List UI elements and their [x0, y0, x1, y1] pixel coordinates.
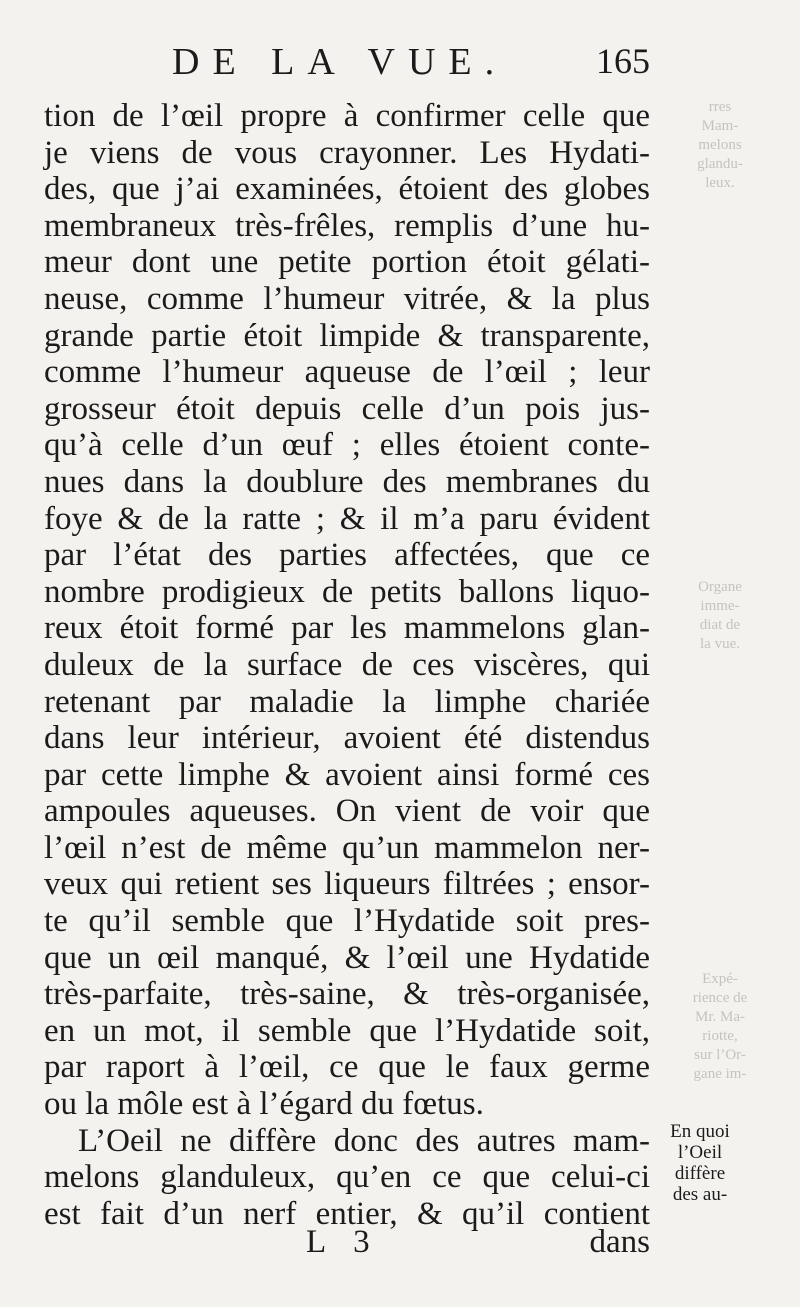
text-line: melons glanduleux, qu’en ce que celui-ci [44, 1159, 650, 1196]
text-line: grande partie étoit limpide & transparente, [44, 317, 650, 354]
text-line: nombre prodigieux de petits ballons liquo- [44, 573, 650, 610]
text-line: ampoules aqueuses. On vient de voir que [44, 793, 650, 830]
text-line: je viens de vous crayonner. Les Hydati- [44, 134, 650, 171]
text-line: neuse, comme l’humeur vitrée, & la plus [44, 280, 650, 317]
margin-note [652, 1121, 748, 1205]
text-line: veux qui retient ses liqueurs filtrées ; ensor- [44, 866, 650, 903]
page-footer [44, 1224, 650, 1270]
page-header [44, 36, 650, 86]
text-line: que un œil manqué, & l’œil une Hydatide [44, 939, 650, 976]
text-line: L’Oeil ne diffère donc des autres mam- [78, 1122, 650, 1159]
text-line: te qu’il semble que l’Hydatide soit pres- [44, 903, 650, 940]
margin-note-line: diffère [674, 1163, 726, 1184]
text-line: duleux de la surface de ces viscères, qui [44, 646, 650, 683]
text-line: qu’à celle d’un œuf ; elles étoient conte- [44, 427, 650, 464]
page-number: 165 [596, 41, 650, 81]
signature-mark: L 3 [306, 1224, 380, 1260]
margin-note-line: En quoi [670, 1121, 730, 1142]
text-line: est fait d’un nerf entier, & qu’il contient [44, 1195, 650, 1232]
text-line: par raport à l’œil, ce que le faux germe [44, 1049, 650, 1086]
text-line: en un mot, il semble que l’Hydatide soit, [44, 1012, 650, 1049]
text-line: grosseur étoit depuis celle d’un pois jus- [44, 390, 650, 427]
catchword: dans [589, 1224, 650, 1260]
running-head: DE LA VUE. [172, 41, 508, 83]
show-through-text: Organe imme- diat de la vue. [698, 579, 742, 652]
text-line: l’œil n’est de même qu’un mammelon ner- [44, 829, 650, 866]
margin-note-line: l’Oeil [677, 1142, 723, 1163]
text-line: reux étoit formé par les mammelons glan- [44, 610, 650, 647]
body-text [44, 98, 650, 1232]
show-through-text: Expé- rience de Mr. Ma- riotte, sur l’Or- gane im- [692, 971, 748, 1082]
text-line: par l’état des parties affectées, que ce [44, 537, 650, 574]
text-line: comme l’humeur aqueuse de l’œil ; leur [44, 354, 650, 391]
text-line: dans leur intérieur, avoient été distendus [44, 720, 650, 757]
text-line: foye & de la ratte ; & il m’a paru évident [44, 500, 650, 537]
margin-note-line: des au- [672, 1184, 728, 1205]
text-line: par cette limphe & avoient ainsi formé ces [44, 756, 650, 793]
text-line: ou la môle est à l’égard du fœtus. [44, 1086, 484, 1123]
text-line: meur dont une petite portion étoit gélati- [44, 244, 650, 281]
text-line: des, que j’ai examinées, étoient des globes [44, 171, 650, 208]
text-line: tion de l’œil propre à confirmer celle que [44, 98, 650, 134]
text-line: très-parfaite, très-saine, & très-organisée, [44, 976, 650, 1013]
text-line: nues dans la doublure des membranes du [44, 463, 650, 500]
text-line: retenant par maladie la limphe chariée [44, 683, 650, 720]
show-through-text: rres Mam- melons glandu- leux. [697, 99, 743, 191]
text-line: membraneux très-frêles, remplis d’une hu- [44, 207, 650, 244]
